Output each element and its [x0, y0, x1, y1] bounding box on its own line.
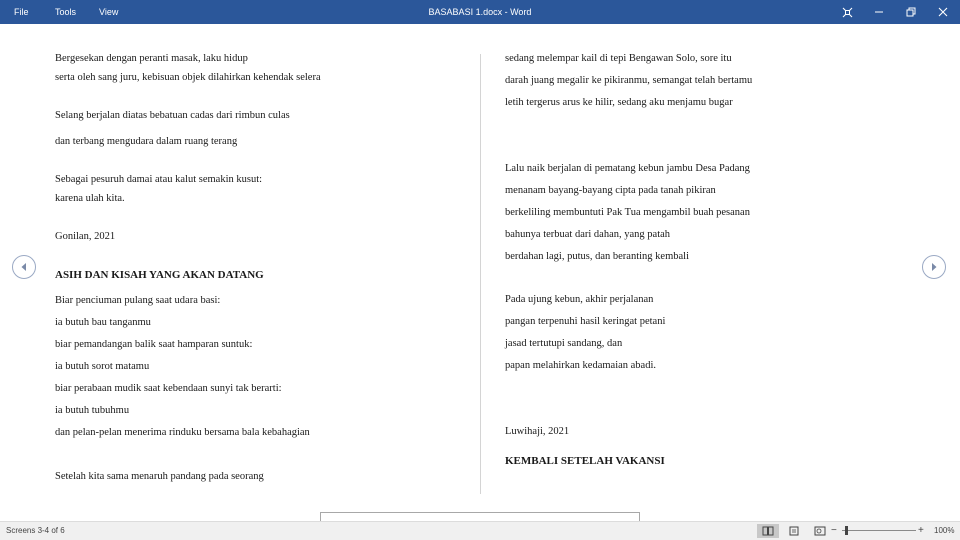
text-line: menanam bayang-bayang cipta pada tanah pikiran [505, 185, 716, 196]
text-line: darah juang megalir ke pikiranmu, semangat telah bertamu [505, 75, 753, 86]
zoom-slider-thumb[interactable] [845, 526, 848, 535]
read-mode-button[interactable] [757, 524, 779, 538]
zoom-out-button[interactable]: − [831, 525, 837, 536]
text-line: pangan terpenuhi hasil keringat petani [505, 316, 666, 327]
previous-screen-button[interactable] [12, 255, 36, 279]
poem-heading: ASIH DAN KISAH YANG AKAN DATANG [55, 269, 264, 281]
poem-heading: KEMBALI SETELAH VAKANSI [505, 455, 665, 467]
text-line: Luwihaji, 2021 [505, 426, 570, 437]
text-line: Setelah kita sama menaruh pandang pada seorang [55, 471, 264, 482]
text-line: Lalu naik berjalan di pematang kebun jambu Desa Padang [505, 163, 750, 174]
text-line: dan pelan-pelan menerima rinduku bersama bala kebahagian [55, 427, 310, 438]
text-line: letih tergerus arus ke hilir, sedang aku menjamu bugar [505, 97, 733, 108]
text-line: karena ulah kita. [55, 193, 125, 204]
menu-view[interactable]: View [99, 7, 119, 17]
text-line: biar pemandangan balik saat hamparan suntuk: [55, 339, 253, 350]
zoom-in-button[interactable]: + [918, 525, 924, 536]
text-line: Sebagai pesuruh damai atau kalut semakin kusut: [55, 174, 263, 185]
text-line: Selang berjalan diatas bebatuan cadas dari rimbun culas [55, 110, 290, 121]
text-line: dan terbang mengudara dalam ruang terang [55, 136, 238, 147]
document-title: BASABASI 1.docx - Word [428, 7, 532, 17]
text-line: ia butuh sorot matamu [55, 361, 150, 372]
zoom-level[interactable]: 100% [934, 526, 955, 535]
restore-icon[interactable] [895, 0, 927, 24]
next-screen-button[interactable] [922, 255, 946, 279]
zoom-slider[interactable] [842, 530, 916, 531]
menu-tools[interactable]: Tools [55, 7, 77, 17]
text-line: ia butuh tubuhmu [55, 405, 130, 416]
text-line: sedang melempar kail di tepi Bengawan Solo, sore itu [505, 53, 732, 64]
text-line: serta oleh sang juru, kebisuan objek dilahirkan kehendak selera [55, 72, 321, 83]
close-icon[interactable] [927, 0, 959, 24]
text-line: ia butuh bau tanganmu [55, 317, 151, 328]
text-line: berdahan lagi, putus, dan beranting kembali [505, 251, 689, 262]
book-icon [762, 526, 774, 536]
minimize-icon[interactable] [863, 0, 895, 24]
chevron-left-icon [19, 262, 29, 272]
web-layout-button[interactable] [809, 524, 831, 538]
text-line: Pada ujung kebun, akhir perjalanan [505, 294, 654, 305]
print-layout-button[interactable] [783, 524, 805, 538]
text-line: biar perabaan mudik saat kebendaan sunyi tak berarti: [55, 383, 282, 394]
text-line: berkeliling membuntuti Pak Tua mengambil buah pesanan [505, 207, 750, 218]
text-line: papan melahirkan kedamaian abadi. [505, 360, 657, 371]
focus-icon[interactable] [831, 0, 863, 24]
status-bar [0, 521, 960, 540]
menu-file[interactable]: File [14, 7, 29, 17]
column-divider [480, 54, 481, 494]
chevron-right-icon [929, 262, 939, 272]
text-line: Gonilan, 2021 [55, 231, 116, 242]
text-line: jasad tertutupi sandang, dan [505, 338, 623, 349]
document-page[interactable] [0, 24, 960, 521]
text-line: Biar penciuman pulang saat udara basi: [55, 295, 221, 306]
text-line: bahunya terbuat dari dahan, yang patah [505, 229, 671, 240]
page-icon [788, 526, 800, 536]
web-layout-icon [814, 526, 826, 536]
screen-counter: Screens 3-4 of 6 [6, 526, 65, 535]
title-bar [0, 0, 960, 24]
text-line: Bergesekan dengan peranti masak, laku hidup [55, 53, 248, 64]
